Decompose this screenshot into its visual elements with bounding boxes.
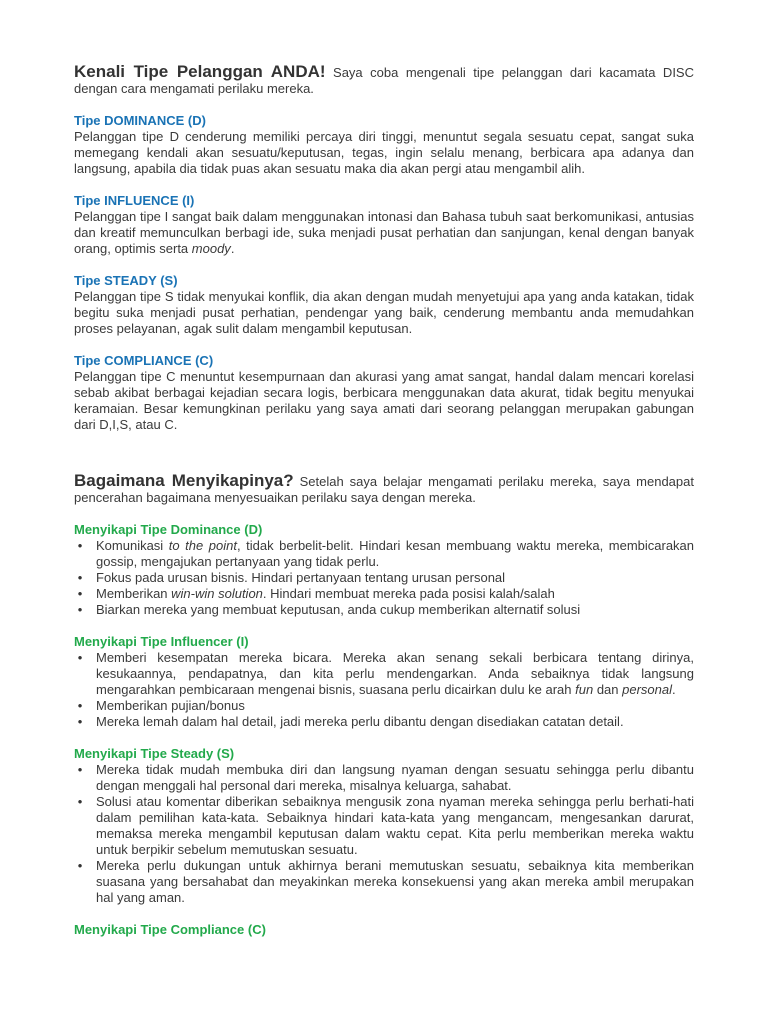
type-compliance-section [74,353,694,433]
list-item [74,794,694,858]
steady-approach-heading: Menyikapi Tipe Steady (S) [74,746,235,761]
bullet-text: Mereka perlu dukungan untuk akhirnya berani memutuskan sesuatu, sebaiknya kita memberikan suasana yang bersahabat dan meyakinkan mereka konsekuensi yang akan mereka ambil merupakan hal yang aman. [96,858,694,905]
type-influence-text-end: . [230,241,235,256]
steady-approach-section [74,746,694,906]
influencer-approach-section [74,634,694,730]
bullet-text: Fokus pada urusan bisnis. Hindari pertanyaan tentang urusan personal [96,570,506,585]
bullet-icon: • [77,570,83,585]
type-influence-heading: Tipe INFLUENCE (I) [74,193,195,208]
intro-paragraph [74,64,694,97]
section-spacer [74,449,694,473]
approach-text: Setelah saya belajar mengamati perilaku mereka, saya mendapat pencerahan bagaimana menyesuaikan perilaku saya dengan mereka. [74,474,694,505]
type-compliance-heading: Tipe COMPLIANCE (C) [74,353,214,368]
bullet-icon: • [77,650,83,665]
bullet-icon: • [77,698,83,713]
bullet-icon: • [77,858,83,873]
list-item [74,650,694,698]
type-influence-text [74,209,694,257]
influencer-bullet-list [74,650,694,730]
bullet-icon: • [77,602,83,617]
intro-title: Kenali Tipe Pelanggan ANDA! [74,62,326,81]
intro-text: Saya coba mengenali tipe pelanggan dari kacamata DISC dengan cara mengamati perilaku mereka. [74,65,694,96]
list-item [74,858,694,906]
bullet-text-italic: to the point [168,538,237,553]
bullet-icon: • [77,794,83,809]
type-steady-section [74,273,694,337]
bullet-text-italic: fun [575,682,594,697]
bullet-text: dan [593,682,623,697]
type-dominance-text: Pelanggan tipe D cenderung memiliki percaya diri tinggi, menuntut segala sesuatu cepat, sangat suka memegang kendali akan sesuatu/keputusan, tegas, ingin selalu menang, berbicara apa adanya dan langsung, apabila dia tidak puas akan sesuatu maka dia akan pergi atau mengambil alih. [74,129,694,176]
steady-bullet-list [74,762,694,906]
bullet-text: Memberikan pujian/bonus [96,698,245,713]
type-influence-section [74,193,694,257]
list-item [74,570,694,586]
list-item [74,586,694,602]
bullet-icon: • [77,586,83,601]
bullet-text: Mereka lemah dalam hal detail, jadi mereka perlu dibantu dengan disediakan catatan detail. [96,714,624,729]
dominance-bullet-list [74,538,694,618]
list-item [74,698,694,714]
dominance-approach-section [74,522,694,618]
influencer-approach-heading: Menyikapi Tipe Influencer (I) [74,634,249,649]
bullet-text: , tidak berbelit-belit. Hindari kesan membuang waktu mereka, membicarakan gossip, mengajukan pertanyaan yang tidak perlu. [96,538,695,569]
list-item [74,538,694,570]
bullet-icon: • [77,538,83,553]
list-item [74,762,694,794]
approach-paragraph [74,473,694,506]
type-influence-text-main: Pelanggan tipe I sangat baik dalam menggunakan intonasi dan Bahasa tubuh saat berkomunikasi, antusias dan kreatif memunculkan berbagi ide, suka menjadi pusat perhatian dan sanjungan, kenal dengan banyak orang, optimis serta [74,209,694,256]
bullet-text: . [672,682,676,697]
bullet-text: Memberi kesempatan mereka bicara. Mereka akan senang sekali berbicara tentang dirinya, kesukaannya, pendapatnya, dan kita perlu mendengarkan. Anda sebaiknya tidak langsung mengarahkan pembicaraan mengenai bisnis, suasana perlu dicairkan dulu ke arah [96,650,694,697]
compliance-approach-section [74,922,694,938]
type-dominance-section [74,113,694,177]
bullet-text-italic: win-win solution [171,586,263,601]
bullet-text-italic: personal [622,682,673,697]
type-steady-heading: Tipe STEADY (S) [74,273,178,288]
approach-title: Bagaimana Menyikapinya? [74,471,294,490]
bullet-icon: • [77,762,83,777]
bullet-text: . Hindari membuat mereka pada posisi kalah/salah [262,586,555,601]
type-influence-text-italic: moody [191,241,231,256]
bullet-text: Memberikan [96,586,172,601]
bullet-text: Biarkan mereka yang membuat keputusan, anda cukup memberikan alternatif solusi [96,602,581,617]
list-item [74,714,694,730]
bullet-icon: • [77,714,83,729]
type-compliance-text: Pelanggan tipe C menuntut kesempurnaan dan akurasi yang amat sangat, handal dalam mencari korelasi sebab akibat berbagai kejadian secara logis, berbicara menggunakan data akurat, tidak begitu menyukai keramaian. Besar kemungkinan perilaku yang saya amati dari seorang pelanggan merupakan gabungan dari D,I,S, atau C. [74,369,694,432]
type-dominance-heading: Tipe DOMINANCE (D) [74,113,206,128]
bullet-text: Solusi atau komentar diberikan sebaiknya mengusik zona nyaman mereka sehingga perlu berhati-hati dalam pemilihan kata-kata. Sebaiknya hindari kata-kata yang mengancam, mengesankan darurat, memaksa mereka mengambil keputusan dalam waktu cepat. Kita perlu memberikan mereka waktu untuk berpikir sebelum memutuskan sesuatu. [96,794,694,857]
bullet-text: Mereka tidak mudah membuka diri dan langsung nyaman dengan sesuatu sehingga perlu dibantu dengan menggali hal personal dari mereka, misalnya keluarga, sahabat. [96,762,694,793]
bullet-text: Komunikasi [96,538,169,553]
dominance-approach-heading: Menyikapi Tipe Dominance (D) [74,522,263,537]
compliance-approach-heading: Menyikapi Tipe Compliance (C) [74,922,266,937]
list-item [74,602,694,618]
type-steady-text: Pelanggan tipe S tidak menyukai konflik, dia akan dengan mudah menyetujui apa yang anda katakan, tidak begitu suka menjadi pusat perhatian, pendengar yang baik, cenderung membantu anda memudahkan proses pelayanan, agak sulit dalam mengambil keputusan. [74,289,694,336]
